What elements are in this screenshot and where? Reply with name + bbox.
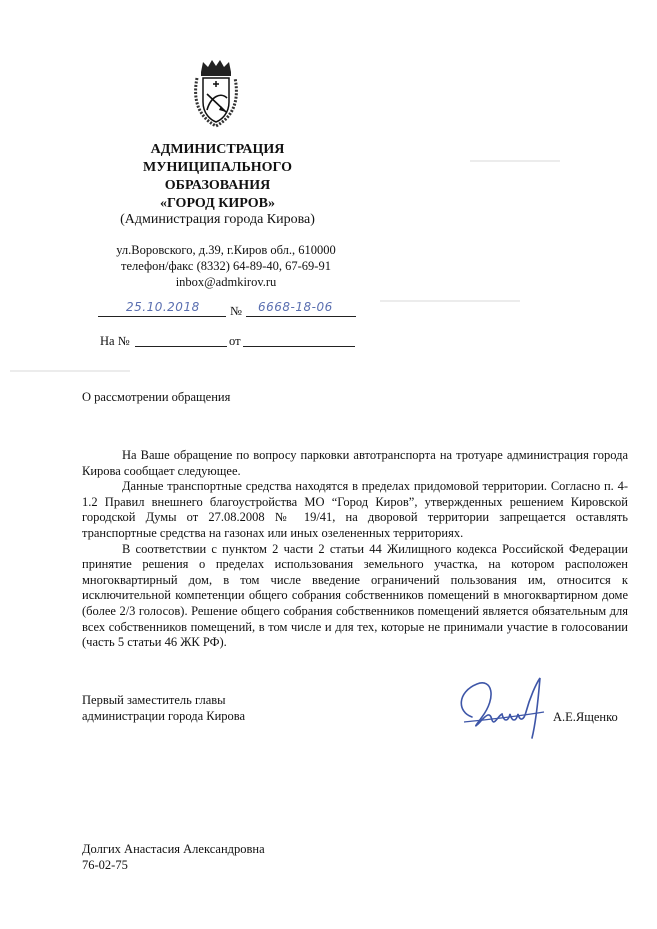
org-name-line-4: «ГОРОД КИРОВ»	[160, 196, 275, 211]
registration-number: 6668-18-06	[258, 300, 333, 314]
number-label: №	[230, 304, 242, 318]
registration-date: 25.10.2018	[126, 300, 200, 314]
number-underline	[246, 316, 356, 317]
body-paragraph-2: Данные транспортные средства находятся в пределах придомовой территории. Согласно п. 4-1.2 Правил внешнего благоустройства МО “Город Киров”, утвержденных решением Кировской городской Думы от 27.08.2008 № 19/41, на дворовой территории запрещается оставлять транспортные средства на газонах или иных озелененных территориях.	[82, 479, 628, 540]
signer-position-line-2: администрации города Кирова	[82, 708, 246, 723]
date-underline	[98, 316, 226, 317]
body-paragraph-3: В соответствии с пунктом 2 части 2 статьи 44 Жилищного кодекса Российской Федерации принятие решения о пределах использования земельного участка, на котором расположен многоквартирный дом, в том числе введение ограничений пользования им, относится к исключительной компетенции общего собрания собственников помещений в многоквартирном доме (более 2/3 голосов). Решение общего собрания собственников помещений является обязательным для всех собственников помещений, в том числе и для тех, которые не принимали участие в голосовании (часть 5 статьи 46 ЖК РФ).	[82, 541, 628, 650]
executor-info	[82, 842, 265, 873]
signer-name: А.Е.Ященко	[553, 710, 618, 724]
executor-phone: 76-02-75	[82, 857, 128, 872]
org-subtitle: (Администрация города Кирова)	[120, 212, 315, 227]
letter-body	[82, 448, 628, 651]
reference-date-underline	[243, 346, 355, 347]
org-name-line-2: МУНИЦИПАЛЬНОГО	[143, 160, 292, 175]
signer-position-line-1: Первый заместитель главы	[82, 693, 226, 707]
org-address: ул.Воровского, д.39, г.Киров обл., 610000	[116, 243, 336, 257]
reference-label: На №	[100, 334, 130, 348]
letter-subject: О рассмотрении обращения	[82, 390, 231, 404]
org-phone: телефон/факс (8332) 64-89-40, 67-69-91	[121, 259, 331, 273]
reference-from-label: от	[229, 334, 241, 348]
org-name-line-3: ОБРАЗОВАНИЯ	[164, 178, 271, 193]
body-paragraph-1: На Ваше обращение по вопросу парковки автотранспорта на тротуаре администрация города Кирова сообщает следующее.	[82, 448, 628, 478]
org-email: inbox@admkirov.ru	[175, 275, 277, 289]
coat-of-arms-icon	[193, 58, 239, 128]
reference-number-underline	[135, 346, 227, 347]
org-name-line-1: АДМИНИСТРАЦИЯ	[150, 142, 285, 157]
handwritten-signature-icon	[452, 672, 552, 742]
signer-position	[82, 693, 245, 724]
executor-name: Долгих Анастасия Александровна	[82, 842, 265, 856]
